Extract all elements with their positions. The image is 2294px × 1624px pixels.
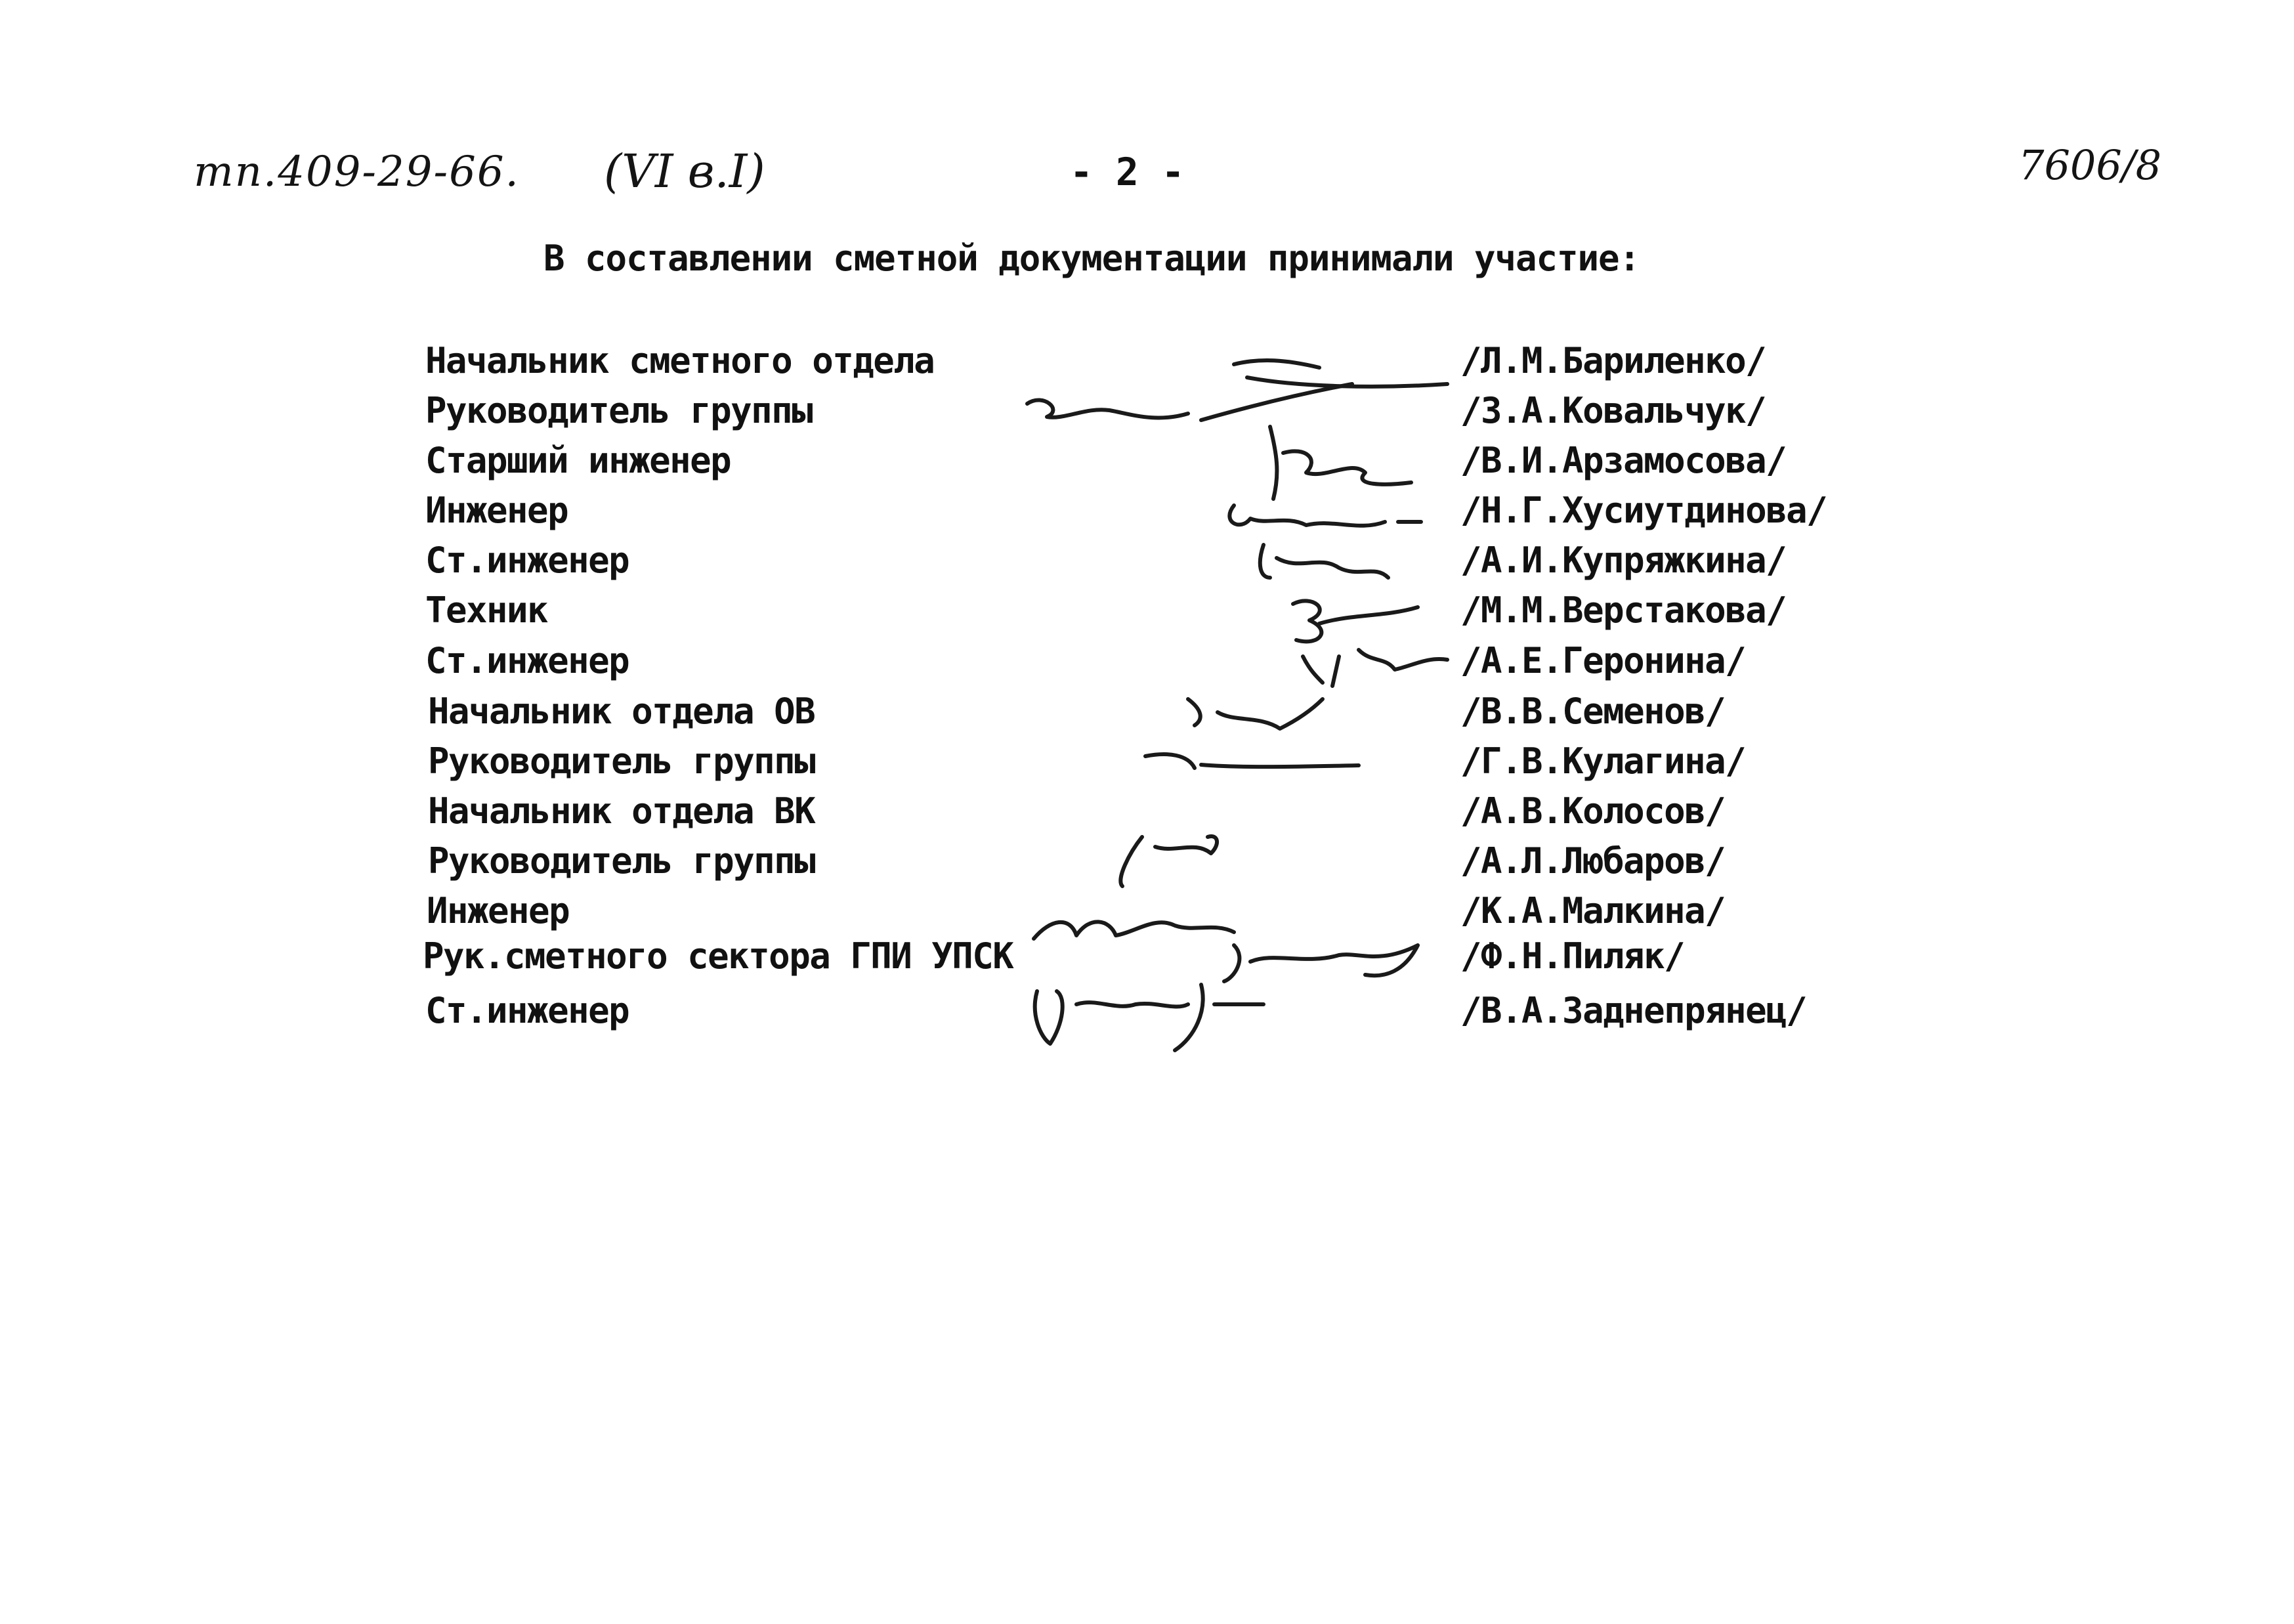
participant-name: /Г.В.Кулагина/ — [1460, 740, 1746, 782]
participant-name: /В.В.Семенов/ — [1460, 691, 1726, 732]
participant-name: /В.А.Заднепрянец/ — [1460, 990, 1807, 1031]
page-heading: В составлении сметной документации принимали участие: — [543, 238, 1640, 279]
participant-role: Инженер — [425, 490, 568, 531]
participant-role: Руководитель группы — [428, 740, 815, 782]
participant-name: /К.А.Малкина/ — [1460, 890, 1726, 931]
order-number: 7606/8 — [2018, 141, 2162, 189]
volume-mark: (VI в.I) — [604, 144, 765, 198]
participant-role: Руководитель группы — [425, 390, 813, 431]
participant-name: /В.И.Арзамосова/ — [1460, 440, 1787, 481]
participant-role: Техник — [425, 589, 548, 631]
participant-name: /А.В.Колосов/ — [1460, 790, 1726, 832]
participant-name: /Ф.Н.Пиляк/ — [1460, 935, 1685, 977]
participant-name: /А.Е.Геронина/ — [1460, 640, 1746, 681]
participant-role: Ст.инженер — [425, 990, 629, 1031]
participant-name: /З.А.Ковальчук/ — [1460, 390, 1766, 431]
participant-name: /М.М.Верстакова/ — [1460, 589, 1787, 631]
page-number: - 2 - — [1070, 150, 1185, 194]
participant-name: /А.И.Купряжкина/ — [1460, 540, 1787, 581]
participant-role: Начальник отдела ОВ — [428, 691, 815, 732]
participant-name: /Л.М.Бариленко/ — [1460, 340, 1766, 381]
participant-role: Руководитель группы — [428, 840, 815, 882]
document-code: тп.409-29-66. — [194, 148, 520, 196]
participant-name: /А.Л.Любаров/ — [1460, 840, 1726, 882]
participant-role: Начальник отдела ВК — [428, 790, 815, 832]
participant-role: Инженер — [427, 890, 570, 931]
participant-role: Ст.инженер — [425, 640, 629, 681]
participant-role: Старший инженер — [425, 440, 731, 481]
participant-role: Рук.сметного сектора ГПИ УПСК — [423, 935, 1013, 977]
participant-name: /Н.Г.Хусиутдинова/ — [1460, 490, 1827, 531]
participant-role: Ст.инженер — [425, 540, 629, 581]
participant-role: Начальник сметного отдела — [425, 340, 935, 381]
